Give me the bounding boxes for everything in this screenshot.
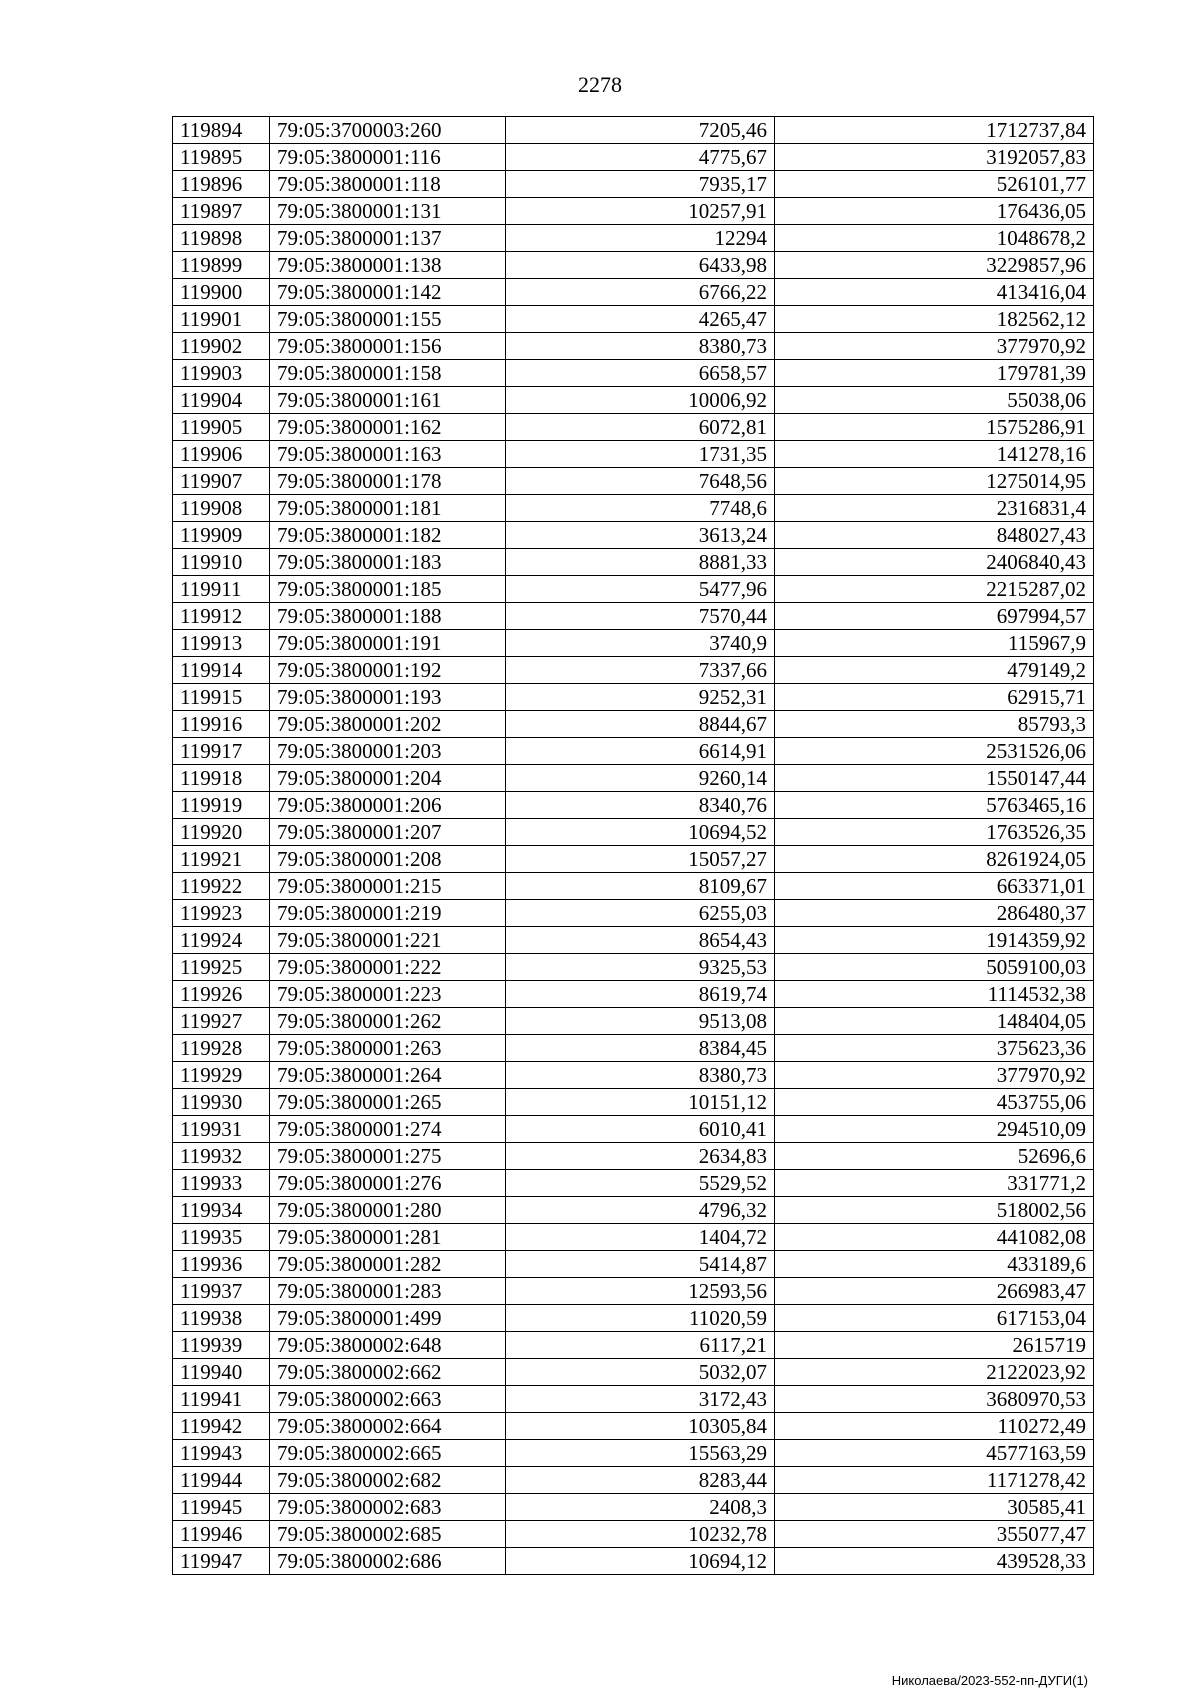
cadastral-number-cell: 79:05:3800001:163	[270, 441, 506, 468]
area-cell: 10006,92	[506, 387, 775, 414]
row-number-cell: 119894	[173, 117, 270, 144]
cadastral-number-cell: 79:05:3800002:682	[270, 1467, 506, 1494]
table-row	[173, 1143, 1094, 1170]
value-cell: 62915,71	[775, 684, 1094, 711]
value-cell: 848027,43	[775, 522, 1094, 549]
row-number-cell: 119913	[173, 630, 270, 657]
area-cell: 15563,29	[506, 1440, 775, 1467]
area-cell: 10305,84	[506, 1413, 775, 1440]
value-cell: 294510,09	[775, 1116, 1094, 1143]
cadastral-number-cell: 79:05:3800001:142	[270, 279, 506, 306]
table-row	[173, 144, 1094, 171]
cadastral-number-cell: 79:05:3800001:281	[270, 1224, 506, 1251]
value-cell: 1048678,2	[775, 225, 1094, 252]
row-number-cell: 119903	[173, 360, 270, 387]
table-body	[173, 117, 1094, 1575]
area-cell: 8340,76	[506, 792, 775, 819]
value-cell: 2531526,06	[775, 738, 1094, 765]
area-cell: 6766,22	[506, 279, 775, 306]
table-row	[173, 1116, 1094, 1143]
row-number-cell: 119930	[173, 1089, 270, 1116]
row-number-cell: 119943	[173, 1440, 270, 1467]
row-number-cell: 119917	[173, 738, 270, 765]
area-cell: 8384,45	[506, 1035, 775, 1062]
value-cell: 55038,06	[775, 387, 1094, 414]
value-cell: 2316831,4	[775, 495, 1094, 522]
area-cell: 7748,6	[506, 495, 775, 522]
page-number: 2278	[578, 72, 622, 97]
row-number-cell: 119922	[173, 873, 270, 900]
value-cell: 355077,47	[775, 1521, 1094, 1548]
cadastral-number-cell: 79:05:3800001:274	[270, 1116, 506, 1143]
value-cell: 176436,05	[775, 198, 1094, 225]
value-cell: 663371,01	[775, 873, 1094, 900]
area-cell: 4775,67	[506, 144, 775, 171]
value-cell: 2406840,43	[775, 549, 1094, 576]
value-cell: 1550147,44	[775, 765, 1094, 792]
value-cell: 331771,2	[775, 1170, 1094, 1197]
cadastral-number-cell: 79:05:3800001:116	[270, 144, 506, 171]
table-row	[173, 1440, 1094, 1467]
table-row	[173, 1170, 1094, 1197]
area-cell: 6255,03	[506, 900, 775, 927]
cadastral-number-cell: 79:05:3800001:222	[270, 954, 506, 981]
cadastral-number-cell: 79:05:3800001:138	[270, 252, 506, 279]
cadastral-number-cell: 79:05:3800001:280	[270, 1197, 506, 1224]
table-row	[173, 225, 1094, 252]
cadastral-number-cell: 79:05:3800002:648	[270, 1332, 506, 1359]
area-cell: 7570,44	[506, 603, 775, 630]
cadastral-number-cell: 79:05:3800001:192	[270, 657, 506, 684]
row-number-cell: 119924	[173, 927, 270, 954]
area-cell: 9252,31	[506, 684, 775, 711]
value-cell: 110272,49	[775, 1413, 1094, 1440]
cadastral-number-cell: 79:05:3800001:191	[270, 630, 506, 657]
area-cell: 10257,91	[506, 198, 775, 225]
cadastral-number-cell: 79:05:3800001:183	[270, 549, 506, 576]
value-cell: 377970,92	[775, 333, 1094, 360]
cadastral-number-cell: 79:05:3800001:185	[270, 576, 506, 603]
area-cell: 7337,66	[506, 657, 775, 684]
row-number-cell: 119899	[173, 252, 270, 279]
area-cell: 3740,9	[506, 630, 775, 657]
table-row	[173, 171, 1094, 198]
value-cell: 52696,6	[775, 1143, 1094, 1170]
area-cell: 8380,73	[506, 333, 775, 360]
value-cell: 266983,47	[775, 1278, 1094, 1305]
table-row	[173, 630, 1094, 657]
table-row	[173, 981, 1094, 1008]
row-number-cell: 119945	[173, 1494, 270, 1521]
table-row	[173, 954, 1094, 981]
cadastral-number-cell: 79:05:3800001:219	[270, 900, 506, 927]
value-cell: 697994,57	[775, 603, 1094, 630]
area-cell: 6072,81	[506, 414, 775, 441]
cadastral-number-cell: 79:05:3800002:662	[270, 1359, 506, 1386]
area-cell: 6658,57	[506, 360, 775, 387]
row-number-cell: 119915	[173, 684, 270, 711]
value-cell: 479149,2	[775, 657, 1094, 684]
area-cell: 5529,52	[506, 1170, 775, 1197]
table-row	[173, 252, 1094, 279]
table-row	[173, 1386, 1094, 1413]
cadastral-number-cell: 79:05:3800001:275	[270, 1143, 506, 1170]
row-number-cell: 119935	[173, 1224, 270, 1251]
table-row	[173, 738, 1094, 765]
table-row	[173, 468, 1094, 495]
cadastral-number-cell: 79:05:3800001:265	[270, 1089, 506, 1116]
area-cell: 8283,44	[506, 1467, 775, 1494]
row-number-cell: 119911	[173, 576, 270, 603]
value-cell: 30585,41	[775, 1494, 1094, 1521]
row-number-cell: 119909	[173, 522, 270, 549]
table-row	[173, 1089, 1094, 1116]
cadastral-number-cell: 79:05:3800001:208	[270, 846, 506, 873]
value-cell: 5763465,16	[775, 792, 1094, 819]
row-number-cell: 119929	[173, 1062, 270, 1089]
area-cell: 1404,72	[506, 1224, 775, 1251]
table-row	[173, 927, 1094, 954]
table-row	[173, 198, 1094, 225]
document-footer: Николаева/2023-552-пп-ДУГИ(1)	[891, 1673, 1088, 1688]
value-cell: 1171278,42	[775, 1467, 1094, 1494]
value-cell: 375623,36	[775, 1035, 1094, 1062]
value-cell: 3192057,83	[775, 144, 1094, 171]
row-number-cell: 119895	[173, 144, 270, 171]
cadastral-number-cell: 79:05:3800001:161	[270, 387, 506, 414]
value-cell: 617153,04	[775, 1305, 1094, 1332]
cadastral-number-cell: 79:05:3800001:137	[270, 225, 506, 252]
table-row	[173, 1224, 1094, 1251]
row-number-cell: 119940	[173, 1359, 270, 1386]
value-cell: 518002,56	[775, 1197, 1094, 1224]
area-cell: 6433,98	[506, 252, 775, 279]
cadastral-number-cell: 79:05:3800001:158	[270, 360, 506, 387]
cadastral-number-cell: 79:05:3800001:203	[270, 738, 506, 765]
cadastral-number-cell: 79:05:3800001:263	[270, 1035, 506, 1062]
value-cell: 4577163,59	[775, 1440, 1094, 1467]
row-number-cell: 119942	[173, 1413, 270, 1440]
table-row	[173, 1008, 1094, 1035]
area-cell: 9260,14	[506, 765, 775, 792]
area-cell: 2634,83	[506, 1143, 775, 1170]
row-number-cell: 119912	[173, 603, 270, 630]
table-row	[173, 1305, 1094, 1332]
table-row	[173, 387, 1094, 414]
area-cell: 10694,52	[506, 819, 775, 846]
area-cell: 12294	[506, 225, 775, 252]
value-cell: 141278,16	[775, 441, 1094, 468]
cadastral-number-cell: 79:05:3800002:685	[270, 1521, 506, 1548]
value-cell: 85793,3	[775, 711, 1094, 738]
table-row	[173, 1467, 1094, 1494]
area-cell: 6614,91	[506, 738, 775, 765]
cadastral-number-cell: 79:05:3800001:131	[270, 198, 506, 225]
table-row	[173, 1332, 1094, 1359]
table-row	[173, 873, 1094, 900]
row-number-cell: 119928	[173, 1035, 270, 1062]
row-number-cell: 119902	[173, 333, 270, 360]
cadastral-number-cell: 79:05:3800002:663	[270, 1386, 506, 1413]
table-row	[173, 576, 1094, 603]
row-number-cell: 119906	[173, 441, 270, 468]
value-cell: 1763526,35	[775, 819, 1094, 846]
table-row	[173, 1548, 1094, 1575]
table-row	[173, 1413, 1094, 1440]
value-cell: 453755,06	[775, 1089, 1094, 1116]
cadastral-number-cell: 79:05:3800001:202	[270, 711, 506, 738]
row-number-cell: 119921	[173, 846, 270, 873]
cadastral-number-cell: 79:05:3800001:178	[270, 468, 506, 495]
registry-table	[172, 116, 1094, 1575]
area-cell: 6010,41	[506, 1116, 775, 1143]
row-number-cell: 119916	[173, 711, 270, 738]
area-cell: 10151,12	[506, 1089, 775, 1116]
row-number-cell: 119901	[173, 306, 270, 333]
area-cell: 7648,56	[506, 468, 775, 495]
cadastral-number-cell: 79:05:3800001:221	[270, 927, 506, 954]
row-number-cell: 119905	[173, 414, 270, 441]
row-number-cell: 119898	[173, 225, 270, 252]
table-row	[173, 1251, 1094, 1278]
row-number-cell: 119918	[173, 765, 270, 792]
value-cell: 8261924,05	[775, 846, 1094, 873]
table-row	[173, 1521, 1094, 1548]
value-cell: 179781,39	[775, 360, 1094, 387]
area-cell: 12593,56	[506, 1278, 775, 1305]
area-cell: 11020,59	[506, 1305, 775, 1332]
row-number-cell: 119936	[173, 1251, 270, 1278]
cadastral-number-cell: 79:05:3800001:181	[270, 495, 506, 522]
value-cell: 148404,05	[775, 1008, 1094, 1035]
table-row	[173, 603, 1094, 630]
area-cell: 7205,46	[506, 117, 775, 144]
cadastral-number-cell: 79:05:3800001:193	[270, 684, 506, 711]
value-cell: 3680970,53	[775, 1386, 1094, 1413]
table-row	[173, 792, 1094, 819]
table-row	[173, 495, 1094, 522]
area-cell: 9513,08	[506, 1008, 775, 1035]
value-cell: 433189,6	[775, 1251, 1094, 1278]
cadastral-number-cell: 79:05:3800001:282	[270, 1251, 506, 1278]
table-row	[173, 414, 1094, 441]
row-number-cell: 119932	[173, 1143, 270, 1170]
cadastral-number-cell: 79:05:3800001:264	[270, 1062, 506, 1089]
cadastral-number-cell: 79:05:3800001:156	[270, 333, 506, 360]
table-row	[173, 711, 1094, 738]
table-row	[173, 1359, 1094, 1386]
cadastral-number-cell: 79:05:3800001:162	[270, 414, 506, 441]
row-number-cell: 119910	[173, 549, 270, 576]
value-cell: 1575286,91	[775, 414, 1094, 441]
row-number-cell: 119933	[173, 1170, 270, 1197]
row-number-cell: 119941	[173, 1386, 270, 1413]
row-number-cell: 119914	[173, 657, 270, 684]
area-cell: 3172,43	[506, 1386, 775, 1413]
table-row	[173, 306, 1094, 333]
row-number-cell: 119926	[173, 981, 270, 1008]
row-number-cell: 119944	[173, 1467, 270, 1494]
row-number-cell: 119925	[173, 954, 270, 981]
table-row	[173, 522, 1094, 549]
value-cell: 5059100,03	[775, 954, 1094, 981]
value-cell: 2615719	[775, 1332, 1094, 1359]
row-number-cell: 119939	[173, 1332, 270, 1359]
table-row	[173, 441, 1094, 468]
value-cell: 377970,92	[775, 1062, 1094, 1089]
table-row	[173, 1278, 1094, 1305]
value-cell: 1914359,92	[775, 927, 1094, 954]
row-number-cell: 119934	[173, 1197, 270, 1224]
table-row	[173, 900, 1094, 927]
row-number-cell: 119919	[173, 792, 270, 819]
row-number-cell: 119931	[173, 1116, 270, 1143]
table-row	[173, 657, 1094, 684]
table-row	[173, 360, 1094, 387]
row-number-cell: 119908	[173, 495, 270, 522]
area-cell: 5414,87	[506, 1251, 775, 1278]
area-cell: 7935,17	[506, 171, 775, 198]
area-cell: 8844,67	[506, 711, 775, 738]
table-row	[173, 1197, 1094, 1224]
value-cell: 413416,04	[775, 279, 1094, 306]
table-row	[173, 1035, 1094, 1062]
cadastral-number-cell: 79:05:3800002:665	[270, 1440, 506, 1467]
area-cell: 5032,07	[506, 1359, 775, 1386]
row-number-cell: 119904	[173, 387, 270, 414]
area-cell: 4265,47	[506, 306, 775, 333]
cadastral-number-cell: 79:05:3800001:207	[270, 819, 506, 846]
row-number-cell: 119900	[173, 279, 270, 306]
row-number-cell: 119923	[173, 900, 270, 927]
row-number-cell: 119946	[173, 1521, 270, 1548]
area-cell: 4796,32	[506, 1197, 775, 1224]
value-cell: 2122023,92	[775, 1359, 1094, 1386]
area-cell: 2408,3	[506, 1494, 775, 1521]
table-row	[173, 684, 1094, 711]
area-cell: 6117,21	[506, 1332, 775, 1359]
table-row	[173, 1494, 1094, 1521]
cadastral-number-cell: 79:05:3800001:499	[270, 1305, 506, 1332]
row-number-cell: 119938	[173, 1305, 270, 1332]
cadastral-number-cell: 79:05:3800001:182	[270, 522, 506, 549]
value-cell: 1114532,38	[775, 981, 1094, 1008]
table-row	[173, 117, 1094, 144]
cadastral-number-cell: 79:05:3800002:683	[270, 1494, 506, 1521]
area-cell: 15057,27	[506, 846, 775, 873]
table-row	[173, 846, 1094, 873]
table-row	[173, 549, 1094, 576]
cadastral-number-cell: 79:05:3800001:283	[270, 1278, 506, 1305]
area-cell: 8380,73	[506, 1062, 775, 1089]
table-row	[173, 333, 1094, 360]
row-number-cell: 119937	[173, 1278, 270, 1305]
value-cell: 3229857,96	[775, 252, 1094, 279]
cadastral-number-cell: 79:05:3800002:686	[270, 1548, 506, 1575]
area-cell: 1731,35	[506, 441, 775, 468]
row-number-cell: 119897	[173, 198, 270, 225]
cadastral-number-cell: 79:05:3800001:223	[270, 981, 506, 1008]
value-cell: 286480,37	[775, 900, 1094, 927]
area-cell: 8881,33	[506, 549, 775, 576]
area-cell: 9325,53	[506, 954, 775, 981]
cadastral-number-cell: 79:05:3800001:215	[270, 873, 506, 900]
cadastral-number-cell: 79:05:3800001:206	[270, 792, 506, 819]
area-cell: 8109,67	[506, 873, 775, 900]
area-cell: 5477,96	[506, 576, 775, 603]
value-cell: 526101,77	[775, 171, 1094, 198]
cadastral-number-cell: 79:05:3800001:118	[270, 171, 506, 198]
value-cell: 439528,33	[775, 1548, 1094, 1575]
area-cell: 10694,12	[506, 1548, 775, 1575]
cadastral-number-cell: 79:05:3800002:664	[270, 1413, 506, 1440]
table-row	[173, 1062, 1094, 1089]
area-cell: 3613,24	[506, 522, 775, 549]
row-number-cell: 119920	[173, 819, 270, 846]
area-cell: 8619,74	[506, 981, 775, 1008]
value-cell: 1275014,95	[775, 468, 1094, 495]
row-number-cell: 119947	[173, 1548, 270, 1575]
table-row	[173, 819, 1094, 846]
value-cell: 1712737,84	[775, 117, 1094, 144]
cadastral-number-cell: 79:05:3700003:260	[270, 117, 506, 144]
cadastral-number-cell: 79:05:3800001:188	[270, 603, 506, 630]
row-number-cell: 119927	[173, 1008, 270, 1035]
area-cell: 10232,78	[506, 1521, 775, 1548]
table-row	[173, 279, 1094, 306]
value-cell: 441082,08	[775, 1224, 1094, 1251]
row-number-cell: 119896	[173, 171, 270, 198]
table-row	[173, 765, 1094, 792]
value-cell: 182562,12	[775, 306, 1094, 333]
area-cell: 8654,43	[506, 927, 775, 954]
value-cell: 2215287,02	[775, 576, 1094, 603]
row-number-cell: 119907	[173, 468, 270, 495]
cadastral-number-cell: 79:05:3800001:155	[270, 306, 506, 333]
cadastral-number-cell: 79:05:3800001:276	[270, 1170, 506, 1197]
value-cell: 115967,9	[775, 630, 1094, 657]
cadastral-number-cell: 79:05:3800001:262	[270, 1008, 506, 1035]
cadastral-number-cell: 79:05:3800001:204	[270, 765, 506, 792]
